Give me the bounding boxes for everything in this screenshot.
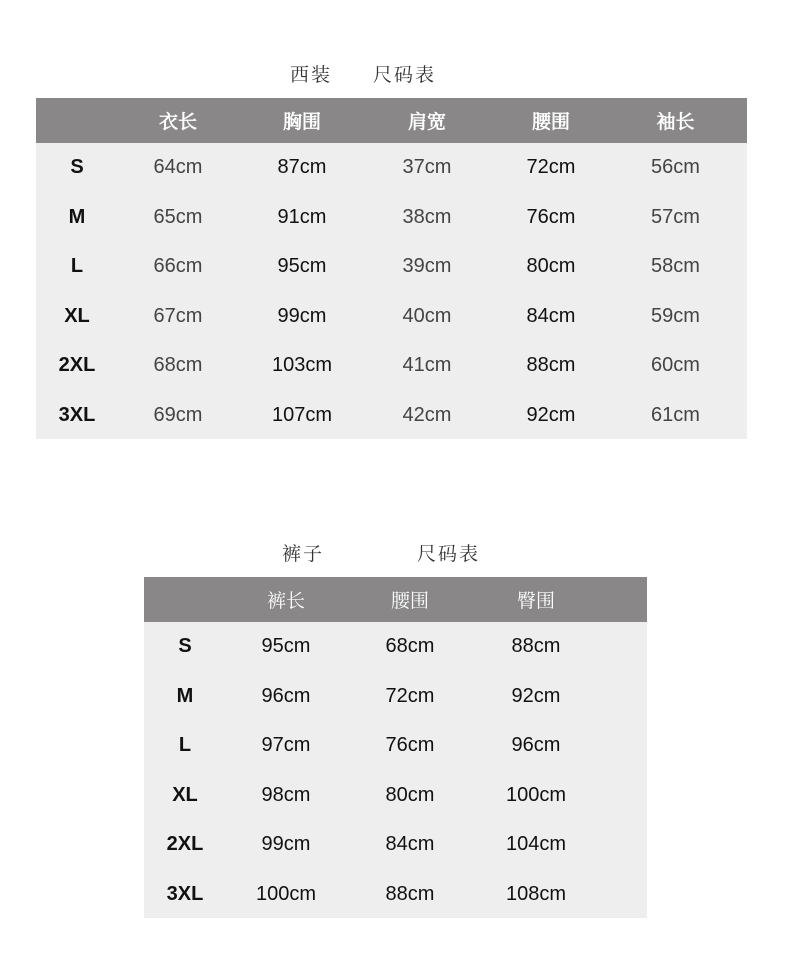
- table-cell: 38cm: [402, 205, 452, 228]
- table-cell: 88cm: [526, 354, 576, 377]
- pants-title-right: 尺码表: [417, 543, 481, 565]
- table-row: [144, 721, 647, 771]
- table-cell: 39cm: [402, 255, 452, 278]
- pants-header-waist: 腰围: [390, 590, 429, 612]
- size-label: XL: [64, 304, 90, 327]
- table-cell: 104cm: [505, 833, 567, 856]
- table-row: [144, 672, 647, 722]
- table-row: [144, 622, 647, 672]
- table-row: [144, 771, 647, 821]
- table-cell: 68cm: [385, 635, 435, 658]
- table-cell: 84cm: [385, 833, 435, 856]
- table-cell: 100cm: [505, 783, 567, 806]
- size-label: M: [176, 684, 194, 707]
- suit-title-left: 西装: [290, 64, 333, 86]
- table-cell: 99cm: [277, 304, 327, 327]
- table-cell: 65cm: [153, 205, 203, 228]
- table-cell: 95cm: [261, 635, 311, 658]
- table-cell: 66cm: [153, 255, 203, 278]
- suit-size-table: [36, 98, 747, 439]
- suit-header-waist: 腰围: [531, 111, 570, 133]
- table-cell: 57cm: [651, 205, 700, 228]
- table-cell: 76cm: [385, 734, 435, 757]
- pants-size-table: [144, 577, 647, 918]
- size-label: 3XL: [166, 882, 204, 905]
- size-label: 2XL: [58, 354, 96, 377]
- size-label: S: [178, 635, 192, 658]
- table-cell: 107cm: [271, 403, 333, 426]
- table-cell: 64cm: [153, 156, 203, 179]
- table-cell: 87cm: [277, 156, 327, 179]
- suit-header-shoulder: 肩宽: [407, 111, 446, 133]
- table-cell: 92cm: [511, 684, 561, 707]
- table-cell: 92cm: [526, 403, 576, 426]
- table-row: [36, 292, 747, 342]
- table-cell: 108cm: [505, 882, 567, 905]
- table-cell: 99cm: [261, 833, 311, 856]
- table-cell: 59cm: [651, 304, 700, 327]
- table-cell: 97cm: [261, 734, 311, 757]
- table-cell: 88cm: [385, 882, 435, 905]
- table-row: [144, 870, 647, 920]
- table-cell: 58cm: [651, 255, 700, 278]
- table-cell: 80cm: [526, 255, 576, 278]
- pants-table-header: [144, 577, 647, 622]
- size-label: S: [70, 156, 84, 179]
- table-cell: 72cm: [526, 156, 576, 179]
- table-cell: 72cm: [385, 684, 435, 707]
- table-row: [36, 242, 747, 292]
- table-cell: 61cm: [651, 403, 700, 426]
- pants-table-body: [144, 622, 647, 919]
- table-cell: 96cm: [511, 734, 561, 757]
- size-label: 2XL: [166, 833, 204, 856]
- pants-header-hip: 臀围: [516, 590, 555, 612]
- table-cell: 60cm: [651, 354, 700, 377]
- size-label: 3XL: [58, 403, 96, 426]
- table-row: [36, 143, 747, 193]
- table-cell: 84cm: [526, 304, 576, 327]
- suit-table-body: [36, 143, 747, 440]
- table-cell: 80cm: [385, 783, 435, 806]
- pants-title-left: 裤子: [282, 543, 325, 565]
- table-cell: 68cm: [153, 354, 203, 377]
- suit-header-chest: 胸围: [282, 111, 321, 133]
- table-row: [36, 193, 747, 243]
- size-label: L: [70, 255, 84, 278]
- table-cell: 56cm: [651, 156, 700, 179]
- table-cell: 95cm: [277, 255, 327, 278]
- table-cell: 91cm: [277, 205, 327, 228]
- size-label: XL: [172, 783, 198, 806]
- table-row: [36, 391, 747, 441]
- table-cell: 96cm: [261, 684, 311, 707]
- table-row: [144, 820, 647, 870]
- suit-header-sleeve: 袖长: [656, 111, 695, 133]
- size-label: M: [68, 205, 86, 228]
- table-cell: 88cm: [511, 635, 561, 658]
- table-cell: 76cm: [526, 205, 576, 228]
- size-label: L: [178, 734, 192, 757]
- suit-header-length: 衣长: [158, 111, 197, 133]
- table-row: [36, 341, 747, 391]
- suit-table-header: [36, 98, 747, 143]
- table-cell: 67cm: [153, 304, 203, 327]
- table-cell: 41cm: [402, 354, 452, 377]
- table-cell: 40cm: [402, 304, 452, 327]
- table-cell: 103cm: [271, 354, 333, 377]
- table-cell: 42cm: [402, 403, 452, 426]
- pants-header-length: 裤长: [266, 590, 305, 612]
- suit-title-right: 尺码表: [373, 64, 437, 86]
- table-cell: 98cm: [261, 783, 311, 806]
- table-cell: 37cm: [402, 156, 452, 179]
- table-cell: 100cm: [255, 882, 317, 905]
- table-cell: 69cm: [153, 403, 203, 426]
